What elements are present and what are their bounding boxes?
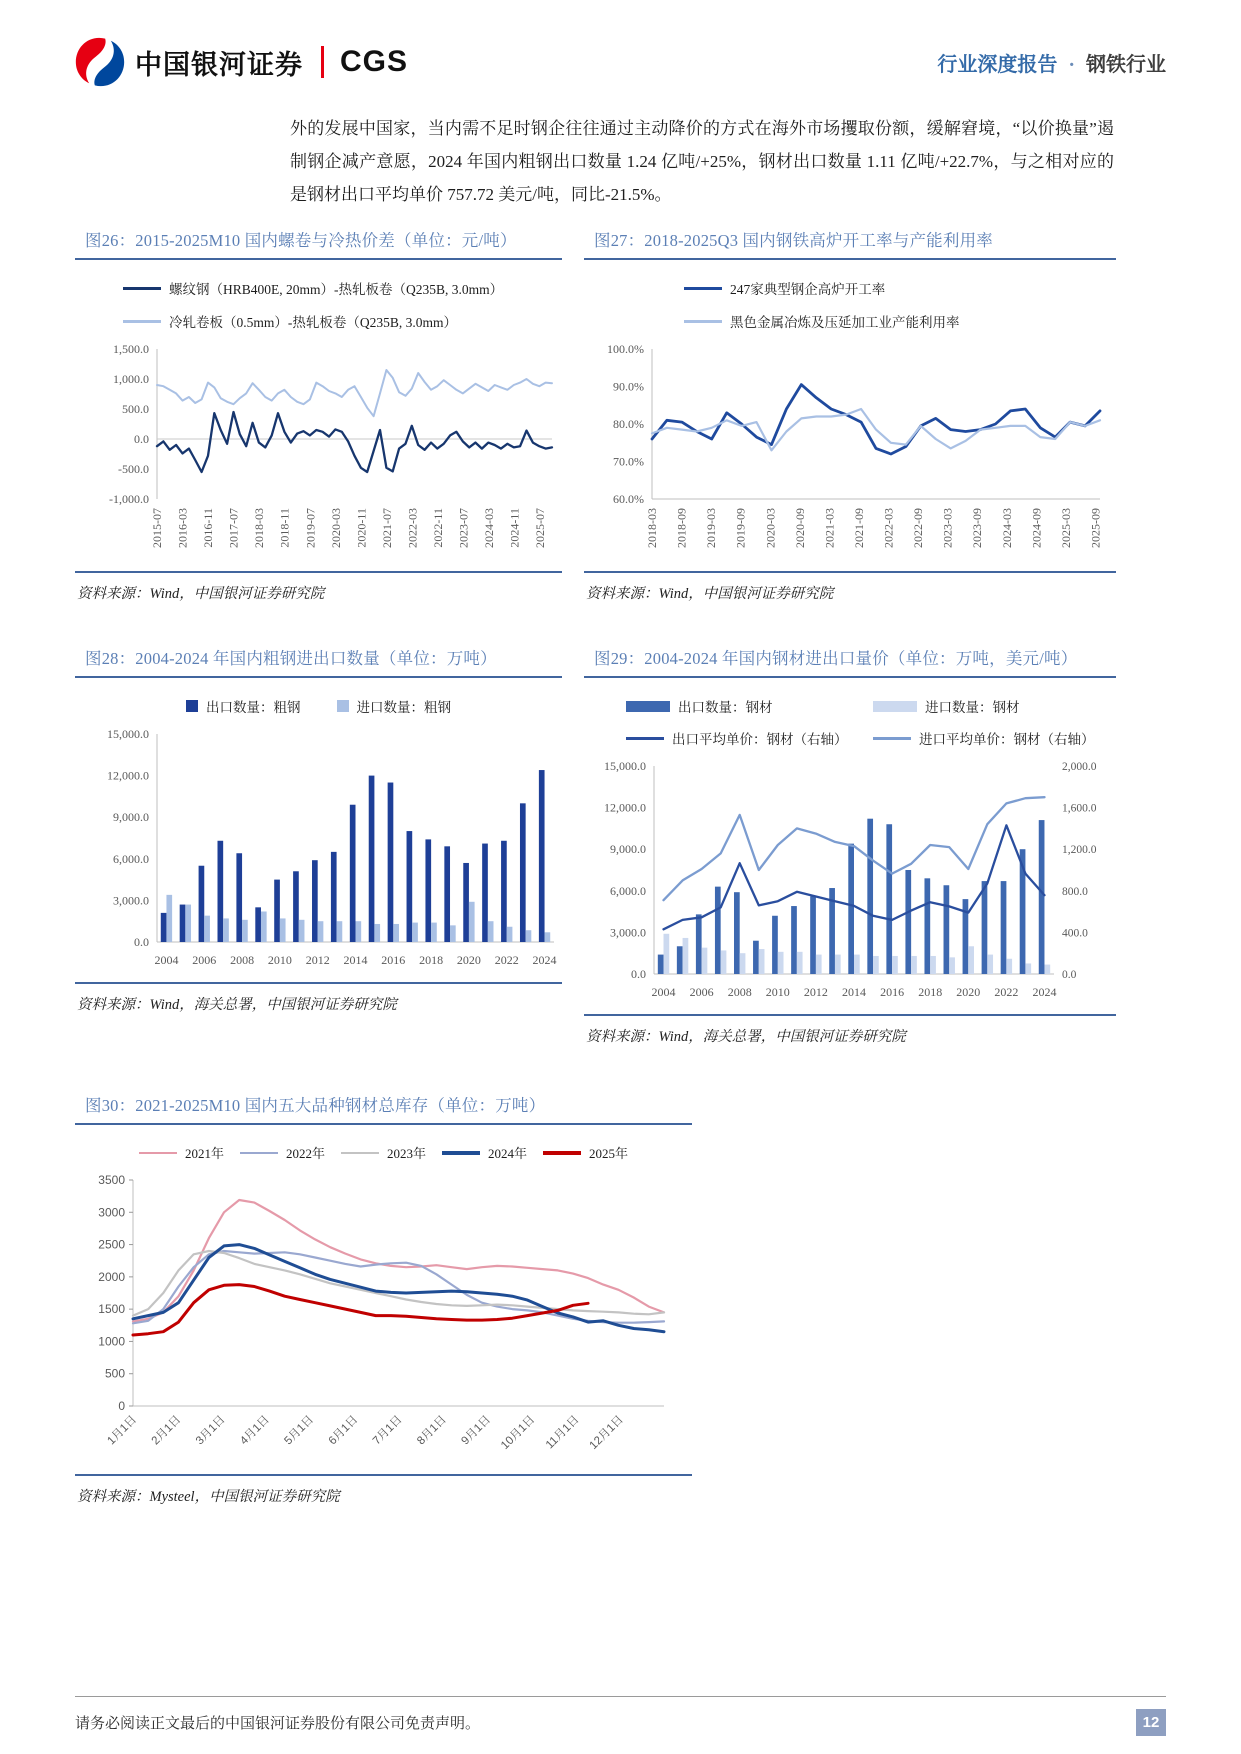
svg-text:-1,000.0: -1,000.0 <box>109 492 149 507</box>
svg-text:2006: 2006 <box>689 985 714 1000</box>
svg-text:2019-03: 2019-03 <box>704 508 719 549</box>
svg-text:2020-03: 2020-03 <box>328 508 343 549</box>
figure-30-block <box>75 1090 692 1506</box>
svg-text:2020-03: 2020-03 <box>763 508 778 549</box>
svg-text:9,000.0: 9,000.0 <box>610 842 646 857</box>
figure-27-source: 资料来源：Wind，中国银河证券研究院 <box>586 586 834 603</box>
report-type-label: 行业深度报告 <box>937 53 1058 76</box>
svg-text:9月1日: 9月1日 <box>459 1414 494 1448</box>
figure-29-legend <box>626 696 1116 748</box>
figure-26-legend <box>123 278 562 331</box>
page-number-badge: 12 <box>1136 1709 1166 1736</box>
legend-label: 247家典型钢企高炉开工率 <box>730 282 886 298</box>
svg-text:7月1日: 7月1日 <box>370 1414 405 1448</box>
svg-text:2016-11: 2016-11 <box>201 508 216 548</box>
svg-text:800.0: 800.0 <box>1062 886 1088 899</box>
body-paragraph: 外的发展中国家，当内需不足时钢企往往通过主动降价的方式在海外市场攫取份额，缓解窘境，“以价换量”遏制钢企减产意愿，2024 年国内粗钢出口数量 1.24 亿吨/+25%，钢材出口数量 1.11 亿吨/+22.7%，与之相对应的是钢材出口平均单价 757.72 美元/吨，同比-21.5%。 <box>290 119 1114 205</box>
svg-text:2021-07: 2021-07 <box>379 508 394 549</box>
svg-text:500.0: 500.0 <box>122 402 149 417</box>
figure-26-block <box>75 225 562 603</box>
svg-text:2018-03: 2018-03 <box>645 508 659 549</box>
figure-30-line-chart <box>75 1172 692 1472</box>
svg-text:2020: 2020 <box>456 953 481 968</box>
legend-swatch-line <box>684 287 722 290</box>
figure-30-body <box>75 1125 692 1476</box>
svg-text:2022-09: 2022-09 <box>911 508 926 549</box>
figure-28-source: 资料来源：Wind，海关总署，中国银河证券研究院 <box>77 997 397 1014</box>
svg-text:2024: 2024 <box>1032 985 1057 1000</box>
svg-text:60.0%: 60.0% <box>613 492 644 507</box>
page-footer <box>75 1696 1166 1736</box>
svg-text:2017-07: 2017-07 <box>226 508 241 549</box>
legend-item <box>442 1143 527 1162</box>
legend-item <box>139 1143 224 1162</box>
svg-text:-500.0: -500.0 <box>118 462 149 477</box>
legend-item <box>341 1143 426 1162</box>
legend-swatch-line <box>341 1152 379 1155</box>
figure-29-source: 资料来源：Wind，海关总署，中国银河证券研究院 <box>586 1029 906 1046</box>
figure-29-body <box>584 678 1116 1016</box>
svg-text:2014: 2014 <box>343 953 368 968</box>
svg-text:1500: 1500 <box>98 1302 125 1317</box>
svg-text:2023-09: 2023-09 <box>970 508 985 549</box>
svg-text:2018-09: 2018-09 <box>674 508 689 549</box>
figure-30-title: 图30：2021-2025M10 国内五大品种钢材总库存（单位：万吨） <box>75 1090 692 1125</box>
legend-label: 2022年 <box>285 1146 325 1162</box>
svg-text:12,000.0: 12,000.0 <box>604 801 646 816</box>
svg-text:2016: 2016 <box>880 985 905 1000</box>
disclaimer-text: 请务必阅读正文最后的中国银河证券股份有限公司免责声明。 <box>75 1716 481 1732</box>
svg-text:0.0: 0.0 <box>134 432 149 447</box>
legend-item <box>626 696 869 716</box>
svg-text:500: 500 <box>104 1367 125 1382</box>
svg-text:2015-07: 2015-07 <box>150 508 164 549</box>
legend-swatch-line <box>873 737 911 740</box>
svg-text:0.0: 0.0 <box>631 967 646 982</box>
svg-text:2004: 2004 <box>154 953 179 968</box>
legend-label: 2024年 <box>488 1146 528 1162</box>
legend-swatch-line <box>240 1152 278 1155</box>
svg-text:2022: 2022 <box>494 953 519 968</box>
logo-text-cn: 中国银河证券 <box>135 49 303 80</box>
legend-swatch-line <box>123 320 161 323</box>
chart-row-1 <box>75 225 1166 603</box>
svg-text:2月1日: 2月1日 <box>149 1414 184 1448</box>
svg-text:2025-07: 2025-07 <box>533 508 548 549</box>
svg-text:2021-09: 2021-09 <box>851 508 866 549</box>
svg-text:12月1日: 12月1日 <box>587 1414 626 1453</box>
svg-text:6,000.0: 6,000.0 <box>113 852 149 867</box>
svg-text:2019-09: 2019-09 <box>733 508 748 549</box>
figure-26-title: 图26：2015-2025M10 国内螺卷与冷热价差（单位：元/吨） <box>75 225 562 260</box>
legend-swatch-bar <box>873 701 917 712</box>
chart-row-2 <box>75 643 1166 1046</box>
svg-text:1,200.0: 1,200.0 <box>1062 844 1097 857</box>
figure-28-legend <box>75 696 562 716</box>
figure-27-title: 图27：2018-2025Q3 国内钢铁高炉开工率与产能利用率 <box>584 225 1116 260</box>
svg-text:15,000.0: 15,000.0 <box>107 727 149 742</box>
svg-text:5月1日: 5月1日 <box>282 1414 317 1448</box>
legend-label: 冷轧卷板（0.5mm）-热轧板卷（Q235B, 3.0mm） <box>169 315 458 331</box>
svg-text:12,000.0: 12,000.0 <box>107 769 149 784</box>
legend-swatch-square <box>186 700 198 712</box>
svg-text:0.0: 0.0 <box>1062 969 1077 982</box>
legend-label: 2025年 <box>589 1146 629 1162</box>
figure-30-source: 资料来源：Mysteel，中国银河证券研究院 <box>77 1489 340 1506</box>
figure-27-legend <box>684 278 1116 331</box>
svg-text:2004: 2004 <box>651 985 676 1000</box>
svg-text:2012: 2012 <box>305 953 330 968</box>
svg-text:3月1日: 3月1日 <box>193 1414 228 1448</box>
svg-text:0: 0 <box>118 1399 125 1414</box>
legend-swatch-square <box>337 700 349 712</box>
figure-28-title: 图28：2004-2024 年国内粗钢进出口数量（单位：万吨） <box>75 643 562 678</box>
legend-label: 进口数量：钢材 <box>925 700 1020 716</box>
svg-text:1,500.0: 1,500.0 <box>113 342 149 357</box>
svg-text:2006: 2006 <box>192 953 217 968</box>
logo-divider <box>321 46 324 78</box>
svg-text:1,000.0: 1,000.0 <box>113 372 149 387</box>
figure-27-line-chart <box>584 341 1116 569</box>
svg-text:2025-09: 2025-09 <box>1088 508 1103 549</box>
svg-text:2021-03: 2021-03 <box>822 508 837 549</box>
legend-label: 出口数量：钢材 <box>678 700 773 716</box>
svg-text:2020-11: 2020-11 <box>354 508 369 548</box>
legend-label: 2023年 <box>386 1146 426 1162</box>
svg-text:2010: 2010 <box>765 985 790 1000</box>
svg-text:2024-03: 2024-03 <box>482 508 497 549</box>
legend-item <box>684 278 885 298</box>
svg-text:2010: 2010 <box>267 953 292 968</box>
figure-26-source: 资料来源：Wind，中国银河证券研究院 <box>77 586 325 603</box>
svg-text:2012: 2012 <box>803 985 828 1000</box>
legend-label: 出口平均单价：钢材（右轴） <box>672 732 848 748</box>
legend-swatch-line <box>543 1151 581 1155</box>
legend-label: 进口平均单价：钢材（右轴） <box>919 732 1095 748</box>
legend-label: 黑色金属冶炼及压延加工业产能利用率 <box>730 315 960 331</box>
svg-text:2019-07: 2019-07 <box>303 508 318 549</box>
svg-text:2022: 2022 <box>994 985 1019 1000</box>
svg-text:1000: 1000 <box>98 1334 125 1349</box>
legend-item <box>684 311 960 331</box>
svg-text:8月1日: 8月1日 <box>415 1414 449 1448</box>
svg-text:2024: 2024 <box>532 953 557 968</box>
svg-text:2022-11: 2022-11 <box>430 508 445 548</box>
svg-text:15,000.0: 15,000.0 <box>604 759 646 774</box>
svg-text:2008: 2008 <box>727 985 752 1000</box>
svg-text:3000: 3000 <box>98 1205 125 1220</box>
figure-28-bar-chart <box>75 726 562 980</box>
legend-item <box>626 728 869 748</box>
svg-text:400.0: 400.0 <box>1062 927 1088 940</box>
industry-label: 钢铁行业 <box>1086 53 1166 76</box>
figure-28-block <box>75 643 562 1046</box>
figure-27-block <box>584 225 1116 603</box>
legend-label: 进口数量：粗钢 <box>356 700 451 716</box>
header-separator: · <box>1068 53 1075 76</box>
svg-text:6月1日: 6月1日 <box>326 1414 361 1448</box>
svg-text:70.0%: 70.0% <box>613 454 644 469</box>
legend-swatch-line <box>442 1151 480 1155</box>
legend-label: 2021年 <box>184 1146 224 1162</box>
svg-text:2016: 2016 <box>381 953 406 968</box>
svg-text:2020: 2020 <box>956 985 981 1000</box>
legend-item <box>337 696 452 716</box>
svg-text:2022-03: 2022-03 <box>881 508 896 549</box>
legend-swatch-line <box>123 287 161 290</box>
legend-item <box>123 278 503 298</box>
svg-text:2000: 2000 <box>98 1270 125 1285</box>
legend-item <box>873 696 1116 716</box>
figure-30-legend <box>75 1143 692 1162</box>
legend-item <box>123 311 457 331</box>
svg-text:2022-03: 2022-03 <box>405 508 420 549</box>
svg-text:0.0: 0.0 <box>134 935 149 950</box>
svg-text:90.0%: 90.0% <box>613 379 644 394</box>
svg-text:4月1日: 4月1日 <box>238 1414 272 1448</box>
svg-text:2018-11: 2018-11 <box>277 508 292 548</box>
figure-29-combo-chart <box>584 758 1116 1012</box>
legend-label: 出口数量：粗钢 <box>206 700 301 716</box>
svg-text:9,000.0: 9,000.0 <box>113 810 149 825</box>
legend-swatch-bar <box>626 701 670 712</box>
svg-text:11月1日: 11月1日 <box>543 1414 582 1452</box>
legend-item <box>543 1143 628 1162</box>
figure-26-body <box>75 260 562 573</box>
logo-text-en: CGS <box>340 45 409 78</box>
svg-text:2025-03: 2025-03 <box>1058 508 1073 549</box>
figure-29-title: 图29：2004-2024 年国内钢材进出口量价（单位：万吨，美元/吨） <box>584 643 1116 678</box>
svg-text:2024-11: 2024-11 <box>507 508 522 548</box>
svg-text:2023-03: 2023-03 <box>940 508 955 549</box>
figure-26-line-chart <box>75 341 562 569</box>
figure-29-block <box>584 643 1116 1046</box>
svg-text:10月1日: 10月1日 <box>499 1414 538 1453</box>
legend-swatch-line <box>139 1152 177 1155</box>
svg-text:2024-03: 2024-03 <box>999 508 1014 549</box>
svg-text:3,000.0: 3,000.0 <box>610 925 646 940</box>
svg-text:2014: 2014 <box>842 985 866 1000</box>
svg-text:2018-03: 2018-03 <box>252 508 267 549</box>
svg-text:6,000.0: 6,000.0 <box>610 884 646 899</box>
svg-text:2008: 2008 <box>230 953 255 968</box>
figure-28-body <box>75 678 562 984</box>
svg-text:2018: 2018 <box>918 985 943 1000</box>
report-type-header <box>937 48 1166 77</box>
brand <box>75 37 408 87</box>
svg-text:1月1日: 1月1日 <box>105 1414 140 1448</box>
svg-text:2018: 2018 <box>419 953 444 968</box>
legend-label: 螺纹钢（HRB400E, 20mm）-热轧板卷（Q235B, 3.0mm） <box>169 282 504 298</box>
svg-text:2023-07: 2023-07 <box>456 508 471 549</box>
legend-item <box>873 728 1116 748</box>
svg-text:3,000.0: 3,000.0 <box>113 893 149 908</box>
svg-text:3500: 3500 <box>98 1173 125 1188</box>
svg-text:100.0%: 100.0% <box>607 342 644 357</box>
svg-text:80.0%: 80.0% <box>613 417 644 432</box>
legend-swatch-line <box>626 737 664 740</box>
legend-item <box>186 696 301 716</box>
page-header <box>75 36 1166 88</box>
svg-text:2,000.0: 2,000.0 <box>1062 761 1097 774</box>
svg-text:2020-09: 2020-09 <box>792 508 807 549</box>
svg-text:2500: 2500 <box>98 1237 125 1252</box>
figure-27-body <box>584 260 1116 573</box>
svg-text:2016-03: 2016-03 <box>175 508 190 549</box>
legend-item <box>240 1143 325 1162</box>
galaxy-logo-icon <box>75 37 125 87</box>
legend-swatch-line <box>684 320 722 323</box>
svg-text:1,600.0: 1,600.0 <box>1062 803 1097 816</box>
svg-text:2024-09: 2024-09 <box>1029 508 1044 549</box>
